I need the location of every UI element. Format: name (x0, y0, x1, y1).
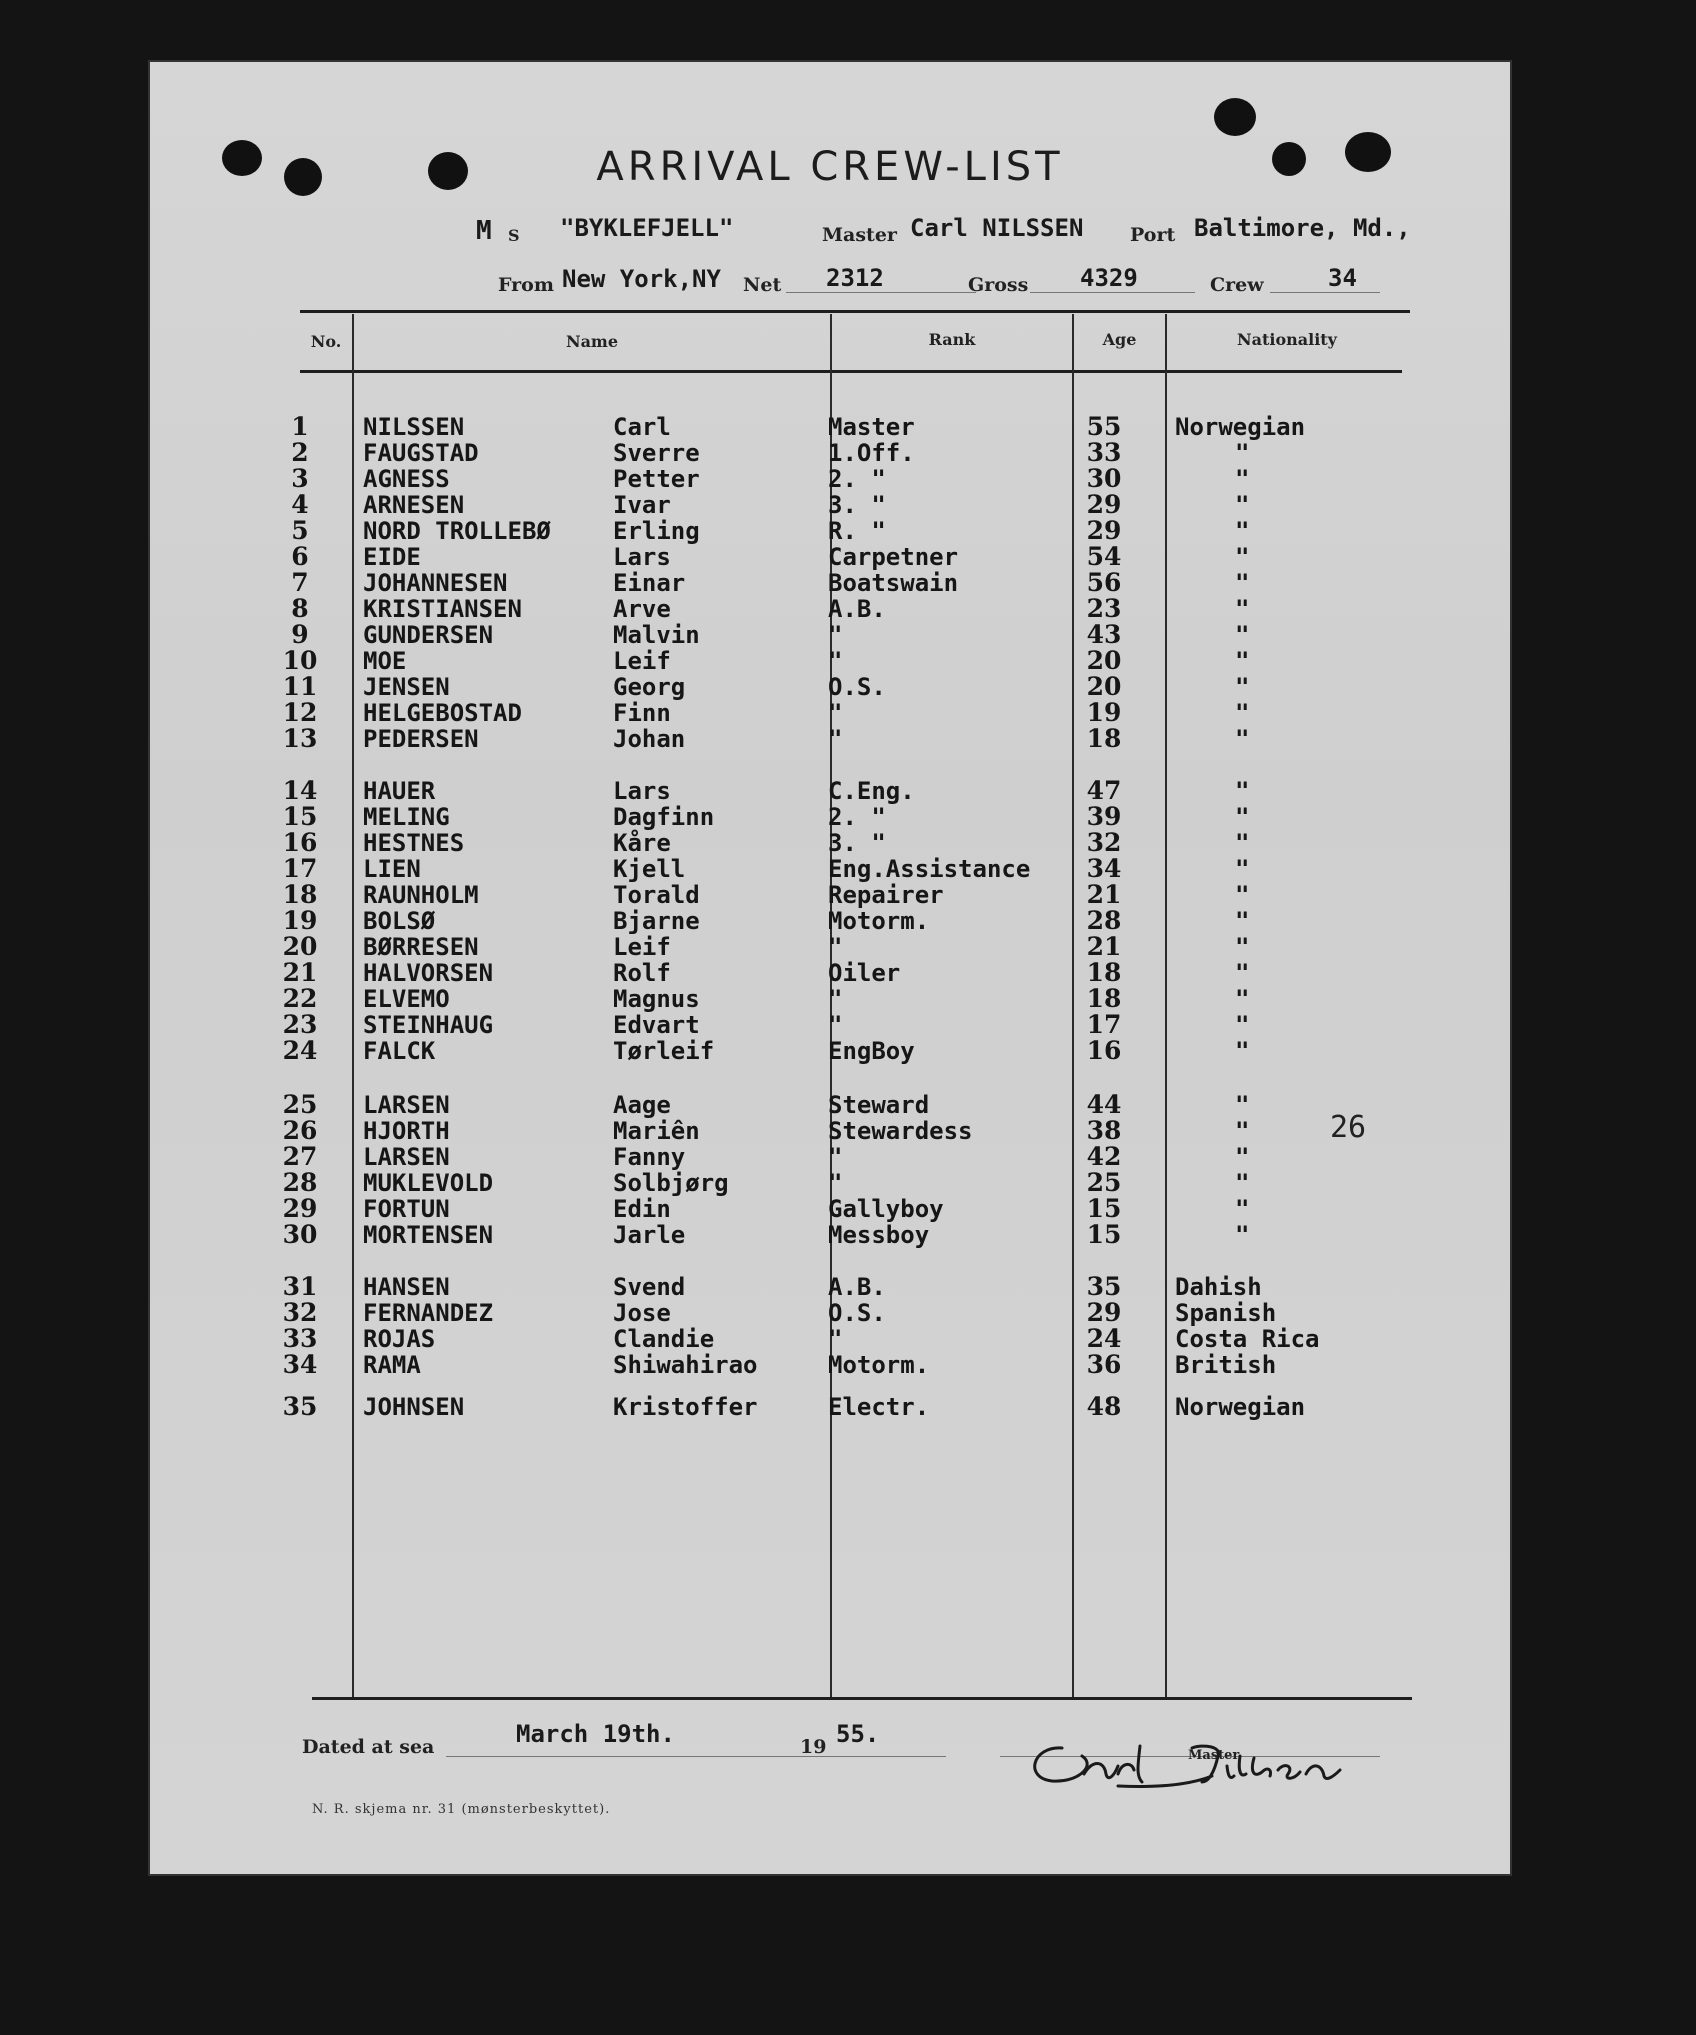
table-row (150, 778, 1510, 804)
crew-rank: Repairer (828, 881, 944, 909)
crew-given-name: Leif (613, 647, 671, 675)
crew-number: 7 (291, 568, 309, 597)
crew-number: 29 (282, 1194, 318, 1223)
crew-number: 2 (291, 438, 309, 467)
table-row (150, 1352, 1510, 1378)
crew-surname: HELGEBOSTAD (363, 699, 522, 727)
crew-rank: " (828, 621, 843, 649)
crew-number: 23 (282, 1010, 318, 1039)
crew-nationality: " (1235, 543, 1250, 571)
crew-list-document (150, 62, 1510, 1874)
table-row (150, 882, 1510, 908)
crew-nationality: " (1235, 673, 1250, 701)
crew-surname: MOE (363, 647, 407, 675)
crew-given-name: Fanny (613, 1143, 686, 1171)
crew-age: 19 (1086, 698, 1122, 727)
crew-number: 9 (291, 620, 309, 649)
crew-rank: 2. " (828, 803, 886, 831)
column-header-nationality: Nationality (1237, 330, 1337, 349)
table-row (150, 1170, 1510, 1196)
crew-age: 18 (1086, 724, 1122, 753)
table-row (150, 648, 1510, 674)
crew-nationality: Costa Rica (1175, 1325, 1320, 1353)
crew-number: 28 (282, 1168, 318, 1197)
crew-age: 20 (1086, 672, 1122, 701)
crew-rank: " (828, 1143, 843, 1171)
crew-rank: Carpetner (828, 543, 959, 571)
crew-number: 20 (282, 932, 318, 961)
crew-rank: " (828, 1169, 843, 1197)
crew-rank: A.B. (828, 1273, 886, 1301)
crew-rank: Electr. (828, 1393, 930, 1421)
dated-label: Dated at sea (302, 1736, 435, 1758)
crew-surname: ARNESEN (363, 491, 465, 519)
column-header-name: Name (565, 332, 619, 351)
punch-hole (1214, 98, 1256, 136)
crew-surname: KRISTIANSEN (363, 595, 522, 623)
crew-number: 18 (282, 880, 318, 909)
crew-surname: LARSEN (363, 1091, 450, 1119)
crew-age: 16 (1086, 1036, 1122, 1065)
crew-surname: JENSEN (363, 673, 450, 701)
table-row (150, 674, 1510, 700)
master-signature (1022, 1726, 1352, 1806)
vessel-prefix: M (476, 216, 492, 246)
crew-given-name: Edvart (613, 1011, 700, 1039)
crew-number: 25 (282, 1090, 318, 1119)
table-row (150, 518, 1510, 544)
crew-given-name: Torald (613, 881, 700, 909)
crew-rank: Messboy (828, 1221, 930, 1249)
net-value: 2312 (826, 264, 884, 292)
table-row (150, 960, 1510, 986)
crew-given-name: Finn (613, 699, 671, 727)
crew-rank: " (828, 699, 843, 727)
crew-age: 34 (1086, 854, 1122, 883)
crew-nationality: " (1235, 933, 1250, 961)
table-bottom-rule (312, 1697, 1412, 1700)
crew-underline (1270, 292, 1380, 293)
crew-age: 47 (1086, 776, 1122, 805)
crew-age: 30 (1086, 464, 1122, 493)
table-row (150, 622, 1510, 648)
crew-number: 19 (282, 906, 318, 935)
port-label: Port (1130, 224, 1176, 246)
crew-given-name: Jarle (613, 1221, 686, 1249)
crew-rank: 1.Off. (828, 439, 915, 467)
crew-nationality: " (1235, 647, 1250, 675)
crew-surname: NILSSEN (363, 413, 465, 441)
crew-given-name: Lars (613, 543, 671, 571)
crew-number: 5 (291, 516, 309, 545)
crew-rank: " (828, 725, 843, 753)
margin-note: 26 (1330, 1110, 1367, 1145)
crew-age: 18 (1086, 984, 1122, 1013)
crew-age: 38 (1086, 1116, 1122, 1145)
crew-surname: HALVORSEN (363, 959, 494, 987)
crew-nationality: " (1235, 725, 1250, 753)
crew-number: 11 (282, 672, 318, 701)
crew-nationality: " (1235, 907, 1250, 935)
crew-number: 35 (282, 1392, 318, 1421)
crew-given-name: Svend (613, 1273, 686, 1301)
crew-nationality: " (1235, 1117, 1250, 1145)
header-bottom-rule (300, 370, 1402, 373)
table-row (150, 726, 1510, 752)
table-row (150, 492, 1510, 518)
crew-nationality: " (1235, 439, 1250, 467)
crew-rank: Motorm. (828, 907, 930, 935)
crew-given-name: Aage (613, 1091, 671, 1119)
crew-age: 29 (1086, 490, 1122, 519)
crew-surname: RAUNHOLM (363, 881, 479, 909)
table-row (150, 1326, 1510, 1352)
crew-surname: EIDE (363, 543, 421, 571)
crew-age: 48 (1086, 1392, 1122, 1421)
crew-rank: 3. " (828, 829, 886, 857)
crew-age: 23 (1086, 594, 1122, 623)
column-header-rank: Rank (928, 330, 976, 349)
column-header-age: Age (1102, 330, 1137, 349)
crew-nationality: " (1235, 829, 1250, 857)
crew-surname: PEDERSEN (363, 725, 479, 753)
crew-rank: Motorm. (828, 1351, 930, 1379)
crew-nationality: " (1235, 985, 1250, 1013)
crew-surname: ELVEMO (363, 985, 450, 1013)
crew-number: 21 (282, 958, 318, 987)
crew-surname: FORTUN (363, 1195, 450, 1223)
crew-surname: LARSEN (363, 1143, 450, 1171)
crew-rank: 3. " (828, 491, 886, 519)
crew-number: 15 (282, 802, 318, 831)
crew-number: 34 (282, 1350, 318, 1379)
crew-number: 16 (282, 828, 318, 857)
crew-given-name: Carl (613, 413, 671, 441)
crew-age: 33 (1086, 438, 1122, 467)
form-note: N. R. skjema nr. 31 (mønsterbeskyttet). (312, 1802, 611, 1817)
crew-number: 3 (291, 464, 309, 493)
crew-nationality: " (1235, 1221, 1250, 1249)
year-suffix: 55. (836, 1720, 880, 1748)
crew-rank: A.B. (828, 595, 886, 623)
table-row (150, 1274, 1510, 1300)
crew-age: 32 (1086, 828, 1122, 857)
crew-rank: O.S. (828, 1299, 886, 1327)
crew-rank: O.S. (828, 673, 886, 701)
table-row (150, 1144, 1510, 1170)
crew-surname: HANSEN (363, 1273, 450, 1301)
crew-rank: 2. " (828, 465, 886, 493)
crew-number: 8 (291, 594, 309, 623)
crew-age: 20 (1086, 646, 1122, 675)
crew-nationality: " (1235, 569, 1250, 597)
crew-given-name: Jose (613, 1299, 671, 1327)
crew-nationality: Norwegian (1175, 413, 1306, 441)
crew-age: 29 (1086, 1298, 1122, 1327)
crew-given-name: Leif (613, 933, 671, 961)
master-sign-label: Master (1188, 1748, 1240, 1763)
crew-surname: HAUER (363, 777, 436, 805)
crew-age: 39 (1086, 802, 1122, 831)
crew-rank: Steward (828, 1091, 930, 1119)
crew-surname: FALCK (363, 1037, 436, 1065)
crew-number: 6 (291, 542, 309, 571)
crew-surname: HJORTH (363, 1117, 450, 1145)
crew-label: Crew (1210, 274, 1264, 296)
crew-age: 28 (1086, 906, 1122, 935)
net-underline (786, 292, 976, 293)
crew-number: 31 (282, 1272, 318, 1301)
crew-surname: FERNANDEZ (363, 1299, 494, 1327)
crew-surname: FAUGSTAD (363, 439, 479, 467)
date-underline (446, 1756, 946, 1757)
year-prefix: 19 (800, 1736, 827, 1758)
from-label: From (498, 274, 554, 296)
crew-nationality: Norwegian (1175, 1393, 1306, 1421)
crew-age: 44 (1086, 1090, 1122, 1119)
crew-rank: " (828, 647, 843, 675)
crew-given-name: Magnus (613, 985, 700, 1013)
crew-nationality: " (1235, 517, 1250, 545)
crew-surname: HESTNES (363, 829, 465, 857)
crew-number: 26 (282, 1116, 318, 1145)
crew-nationality: " (1235, 855, 1250, 883)
crew-age: 29 (1086, 516, 1122, 545)
gross-value: 4329 (1080, 264, 1138, 292)
crew-value: 34 (1328, 264, 1357, 292)
crew-number: 32 (282, 1298, 318, 1327)
crew-nationality: " (1235, 465, 1250, 493)
column-header-no: No. (310, 332, 342, 351)
crew-number: 1 (291, 412, 309, 441)
crew-given-name: Clandie (613, 1325, 715, 1353)
crew-age: 36 (1086, 1350, 1122, 1379)
gross-underline (1030, 292, 1195, 293)
crew-surname: STEINHAUG (363, 1011, 494, 1039)
crew-rank: " (828, 933, 843, 961)
crew-nationality: " (1235, 1011, 1250, 1039)
master-label: Master (822, 224, 897, 246)
crew-surname: MELING (363, 803, 450, 831)
crew-age: 35 (1086, 1272, 1122, 1301)
vessel-suffix: S (508, 226, 520, 245)
crew-nationality: " (1235, 1143, 1250, 1171)
crew-given-name: Solbjørg (613, 1169, 729, 1197)
crew-given-name: Ivar (613, 491, 671, 519)
crew-age: 21 (1086, 932, 1122, 961)
table-row (150, 1038, 1510, 1064)
crew-number: 10 (282, 646, 318, 675)
table-row (150, 856, 1510, 882)
crew-nationality: British (1175, 1351, 1277, 1379)
crew-surname: JOHNSEN (363, 1393, 465, 1421)
table-top-rule (300, 310, 1410, 313)
crew-given-name: Sverre (613, 439, 700, 467)
crew-nationality: " (1235, 803, 1250, 831)
table-row (150, 1092, 1510, 1118)
crew-nationality: " (1235, 1195, 1250, 1223)
crew-age: 56 (1086, 568, 1122, 597)
table-row (150, 466, 1510, 492)
table-row (150, 986, 1510, 1012)
crew-rank: " (828, 1011, 843, 1039)
table-row (150, 1118, 1510, 1144)
table-row (150, 700, 1510, 726)
crew-rank: C.Eng. (828, 777, 915, 805)
crew-rank: Oiler (828, 959, 901, 987)
crew-nationality: " (1235, 1091, 1250, 1119)
crew-number: 22 (282, 984, 318, 1013)
from-value: New York,NY (562, 265, 721, 293)
crew-number: 33 (282, 1324, 318, 1353)
table-row (150, 804, 1510, 830)
crew-number: 12 (282, 698, 318, 727)
crew-number: 13 (282, 724, 318, 753)
crew-surname: NORD TROLLEBØ (363, 517, 551, 545)
table-row (150, 414, 1510, 440)
crew-number: 4 (291, 490, 309, 519)
crew-surname: JOHANNESEN (363, 569, 508, 597)
crew-surname: BOLSØ (363, 907, 436, 935)
crew-surname: LIEN (363, 855, 421, 883)
crew-surname: MUKLEVOLD (363, 1169, 494, 1197)
crew-given-name: Erling (613, 517, 700, 545)
crew-given-name: Kjell (613, 855, 686, 883)
crew-rank: Gallyboy (828, 1195, 944, 1223)
table-row (150, 596, 1510, 622)
crew-age: 15 (1086, 1194, 1122, 1223)
crew-rank: Stewardess (828, 1117, 973, 1145)
crew-rank: " (828, 985, 843, 1013)
crew-nationality: " (1235, 491, 1250, 519)
crew-given-name: Rolf (613, 959, 671, 987)
crew-nationality: " (1235, 699, 1250, 727)
crew-given-name: Petter (613, 465, 700, 493)
crew-nationality: " (1235, 959, 1250, 987)
page-title: ARRIVAL CREW-LIST (596, 144, 1064, 190)
crew-age: 15 (1086, 1220, 1122, 1249)
crew-age: 17 (1086, 1010, 1122, 1039)
crew-surname: ROJAS (363, 1325, 436, 1353)
table-row (150, 908, 1510, 934)
crew-given-name: Malvin (613, 621, 700, 649)
crew-nationality: Spanish (1175, 1299, 1277, 1327)
crew-nationality: Dahish (1175, 1273, 1262, 1301)
table-row (150, 934, 1510, 960)
crew-age: 18 (1086, 958, 1122, 987)
crew-nationality: " (1235, 1169, 1250, 1197)
crew-given-name: Arve (613, 595, 671, 623)
crew-surname: AGNESS (363, 465, 450, 493)
crew-nationality: " (1235, 595, 1250, 623)
crew-given-name: Mariên (613, 1117, 700, 1145)
crew-age: 43 (1086, 620, 1122, 649)
crew-nationality: " (1235, 1037, 1250, 1065)
crew-rank: Boatswain (828, 569, 959, 597)
crew-age: 55 (1086, 412, 1122, 441)
crew-age: 21 (1086, 880, 1122, 909)
crew-surname: MORTENSEN (363, 1221, 494, 1249)
crew-given-name: Johan (613, 725, 686, 753)
crew-given-name: Georg (613, 673, 686, 701)
crew-rank: Master (828, 413, 915, 441)
crew-given-name: Edin (613, 1195, 671, 1223)
crew-rank: " (828, 1325, 843, 1353)
date-value: March 19th. (516, 1720, 675, 1748)
table-row (150, 1394, 1510, 1420)
crew-age: 24 (1086, 1324, 1122, 1353)
crew-age: 25 (1086, 1168, 1122, 1197)
crew-number: 24 (282, 1036, 318, 1065)
table-row (150, 1222, 1510, 1248)
crew-number: 30 (282, 1220, 318, 1249)
gross-label: Gross (968, 274, 1029, 296)
port-value: Baltimore, Md., (1194, 214, 1411, 242)
table-row (150, 1300, 1510, 1326)
crew-surname: RAMA (363, 1351, 421, 1379)
table-row (150, 440, 1510, 466)
vessel-name: "BYKLEFJELL" (560, 214, 734, 242)
crew-rank: R. " (828, 517, 886, 545)
crew-nationality: " (1235, 881, 1250, 909)
crew-given-name: Shiwahirao (613, 1351, 758, 1379)
table-row (150, 1012, 1510, 1038)
crew-rank: Eng.Assistance (828, 855, 1031, 883)
crew-number: 17 (282, 854, 318, 883)
crew-rank: EngBoy (828, 1037, 915, 1065)
master-name: Carl NILSSEN (910, 214, 1084, 242)
table-row (150, 544, 1510, 570)
crew-given-name: Einar (613, 569, 686, 597)
crew-given-name: Lars (613, 777, 671, 805)
crew-age: 54 (1086, 542, 1122, 571)
crew-surname: GUNDERSEN (363, 621, 494, 649)
net-label: Net (743, 274, 782, 296)
crew-nationality: " (1235, 777, 1250, 805)
crew-number: 14 (282, 776, 318, 805)
table-row (150, 830, 1510, 856)
table-row (150, 1196, 1510, 1222)
crew-nationality: " (1235, 621, 1250, 649)
crew-number: 27 (282, 1142, 318, 1171)
crew-given-name: Kåre (613, 829, 671, 857)
table-row (150, 570, 1510, 596)
crew-given-name: Bjarne (613, 907, 700, 935)
crew-given-name: Kristoffer (613, 1393, 758, 1421)
crew-surname: BØRRESEN (363, 933, 479, 961)
crew-age: 42 (1086, 1142, 1122, 1171)
crew-given-name: Tørleif (613, 1037, 715, 1065)
crew-given-name: Dagfinn (613, 803, 715, 831)
